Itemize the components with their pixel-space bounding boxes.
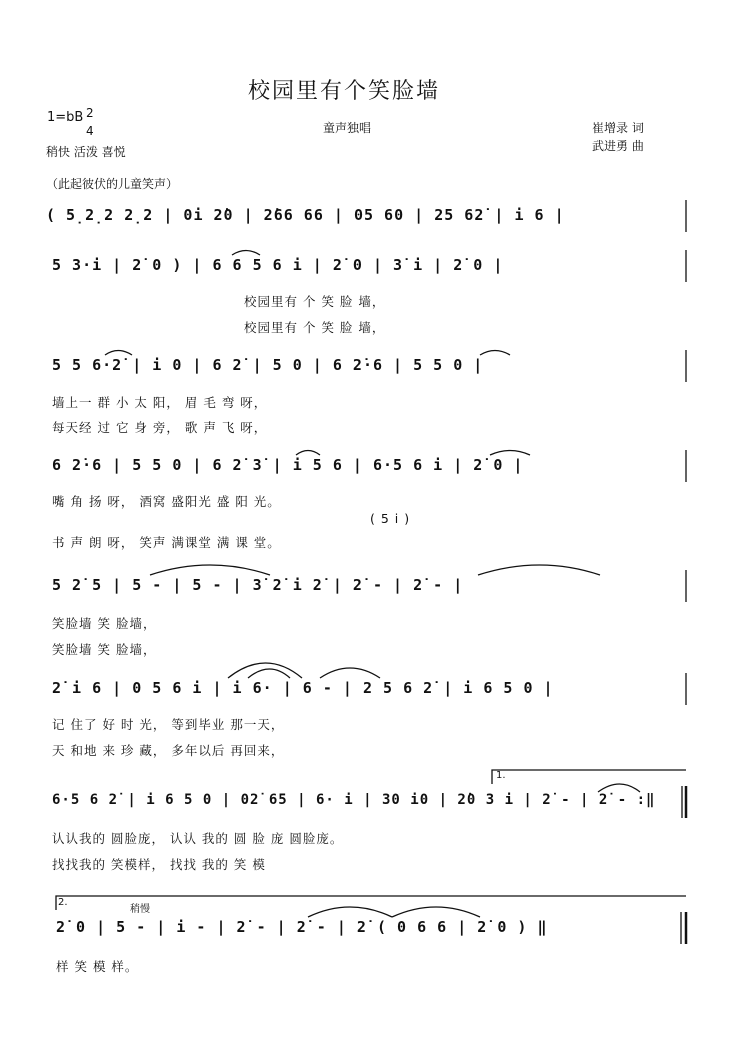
score-row-4-lyric-1: 嘴 角 扬 呀， 酒窝 盛阳光 盛 阳 光。 <box>52 494 281 509</box>
tempo-marking: 稍快 活泼 喜悦 <box>46 145 126 159</box>
score-row-6-lyric-2: 天 和地 来 珍 藏， 多年以后 再回来， <box>52 743 285 758</box>
score-row-7-lyric-1: 认认我的 圆脸庞， 认认 我的 圆 脸 庞 圆脸庞。 <box>52 831 344 846</box>
score-row-7-notes: 6·5 6 2̇ | i 6 5 0 | 02̇ 65 | 6· i | 30 i0 | 2̇0 3 i | 2̇ - | 2̇ - :‖ <box>52 792 656 808</box>
score-row-5-notes: 5 2̇ 5 | 5 - | 5 - | 3̇ 2̇ i 2̇ | 2̇ - | 2̇ - | <box>52 576 464 594</box>
intro-note: （此起彼伏的儿童笑声） <box>46 177 179 191</box>
score-row-3-lyric-2: 每天经 过 它 身 旁， 歌 声 飞 呀， <box>52 420 268 435</box>
key-label: 1=bB <box>47 110 84 125</box>
volta-2-label: 2. <box>58 897 68 908</box>
score-row-3-lyric-1: 墙上一 群 小 太 阳， 眉 毛 弯 呀， <box>52 395 268 410</box>
score-row-6-lyric-1: 记 住了 好 时 光， 等到毕业 那一天， <box>52 717 285 732</box>
volta-1-label: 1. <box>496 770 506 781</box>
score-row-5-lyric-2: 笑脸墙 笑 脸墙， <box>52 642 157 657</box>
time-signature-bottom: 4 <box>86 124 94 138</box>
score-row-4-notes: 6 2̇·6 | 5 5 0 | 6 2̇ 3̇ | i 5 6 | 6·5 6 i | 2̇ 0 | <box>52 456 524 474</box>
tempo-slower: 稍慢 <box>130 904 150 915</box>
score-row-2-notes: 5 3·i | 2̇ 0 ) | 6 6 5 6 i | 2̇ 0 | 3̇ i | 2̇ 0 | <box>52 256 504 274</box>
score-row-8-lyric-1: 样 笑 模 样。 <box>56 959 139 974</box>
score-row-3-notes: 5 5 6·2̇ | i 0 | 6 2̇ | 5 0 | 6 2̇·6 | 5 5 0 | <box>52 356 484 374</box>
song-title: 校园里有个笑脸墙 <box>248 79 441 104</box>
score-row-4-lyric-mid: ( 5 i ) <box>370 511 411 526</box>
score-row-5-lyric-1: 笑脸墙 笑 脸墙， <box>52 616 157 631</box>
score-row-6-notes: 2̇ i 6 | 0 5 6 i | i 6· | 6 - | 2 5 6 2̇ | i 6 5 0 | <box>52 679 554 697</box>
performance-style: 童声独唱 <box>323 121 372 135</box>
score-row-8-notes: 2̇ 0 | 5 - | i - | 2̇ - | 2̇ - | 2̇ ( 0 6 6 | 2̇ 0 ) ‖ <box>56 918 548 936</box>
score-row-7-lyric-2: 找找我的 笑模样， 找找 我的 笑 模 <box>52 857 266 872</box>
composer-credit: 武进勇 曲 <box>592 139 644 153</box>
time-signature-top: 2 <box>86 106 94 120</box>
score-row-2-lyric-1: 校园里有 个 笑 脸 墙， <box>244 294 386 309</box>
lyricist-credit: 崔增录 词 <box>592 121 644 135</box>
score-row-2-lyric-2: 校园里有 个 笑 脸 墙， <box>244 320 386 335</box>
score-row-1-notes: ( 5̣2̣2 2̣2 | 0i 2̇0 | 2̇66 66 | 05 60 | 25 62̇ | i 6 | <box>46 206 565 224</box>
score-row-4-lyric-2: 书 声 朗 呀， 笑声 满课堂 满 课 堂。 <box>52 535 281 550</box>
